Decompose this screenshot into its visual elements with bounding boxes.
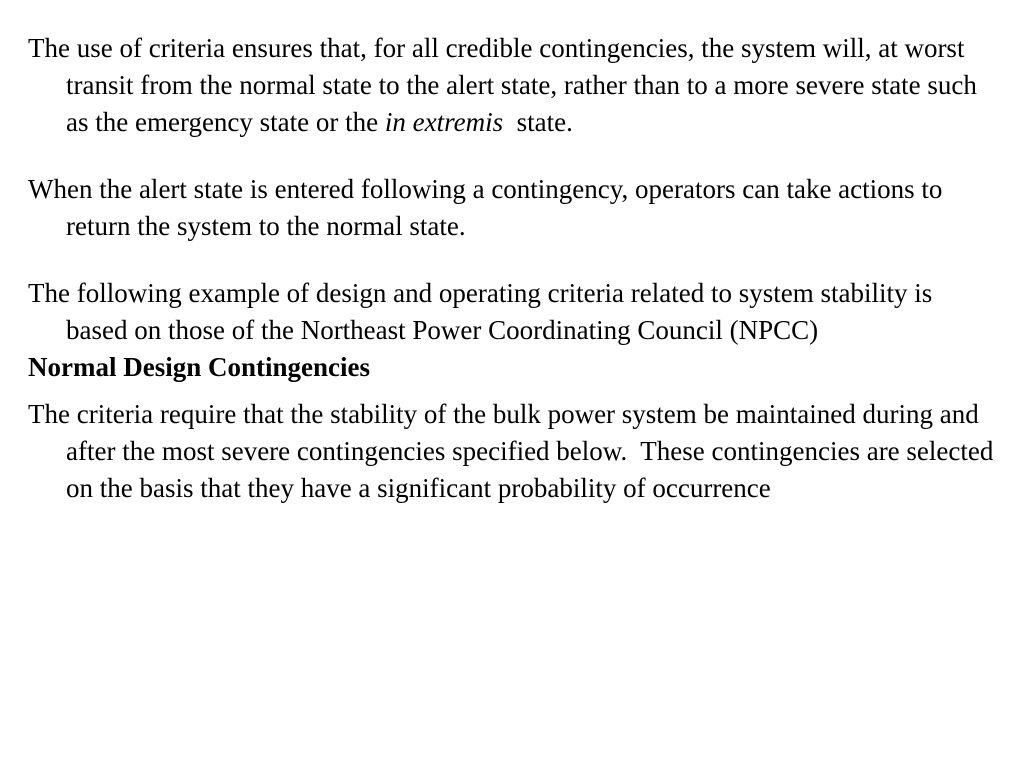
paragraph-criteria-require: The criteria require that the stability of the bulk power system be maintained during and after the most severe contingencies specified below. These contingencies are selected on the basis that they have a significant probability of occurrence [28, 399, 1001, 503]
heading-normal-design-contingencies: Normal Design Contingencies [28, 352, 370, 382]
in-extremis-italic: in extremis [384, 107, 504, 137]
paragraph-criteria-use-end: state. [503, 107, 573, 137]
slide-body [28, 30, 1001, 507]
paragraph-criteria-use [28, 30, 998, 141]
paragraph-npcc-example: The following example of design and operating criteria related to system stability is based on those of the Northeast Power Coordinating Council (NPCC) [28, 278, 933, 345]
paragraph-criteria-use-text: The use of criteria ensures that, for all credible contingencies, the system will, at worst transit from the normal state to the alert state, rather than to a more severe state such as the emergency state or the [28, 33, 977, 137]
paragraph-alert-state: When the alert state is entered following a contingency, operators can take actions to return the system to the normal state. [28, 174, 943, 241]
